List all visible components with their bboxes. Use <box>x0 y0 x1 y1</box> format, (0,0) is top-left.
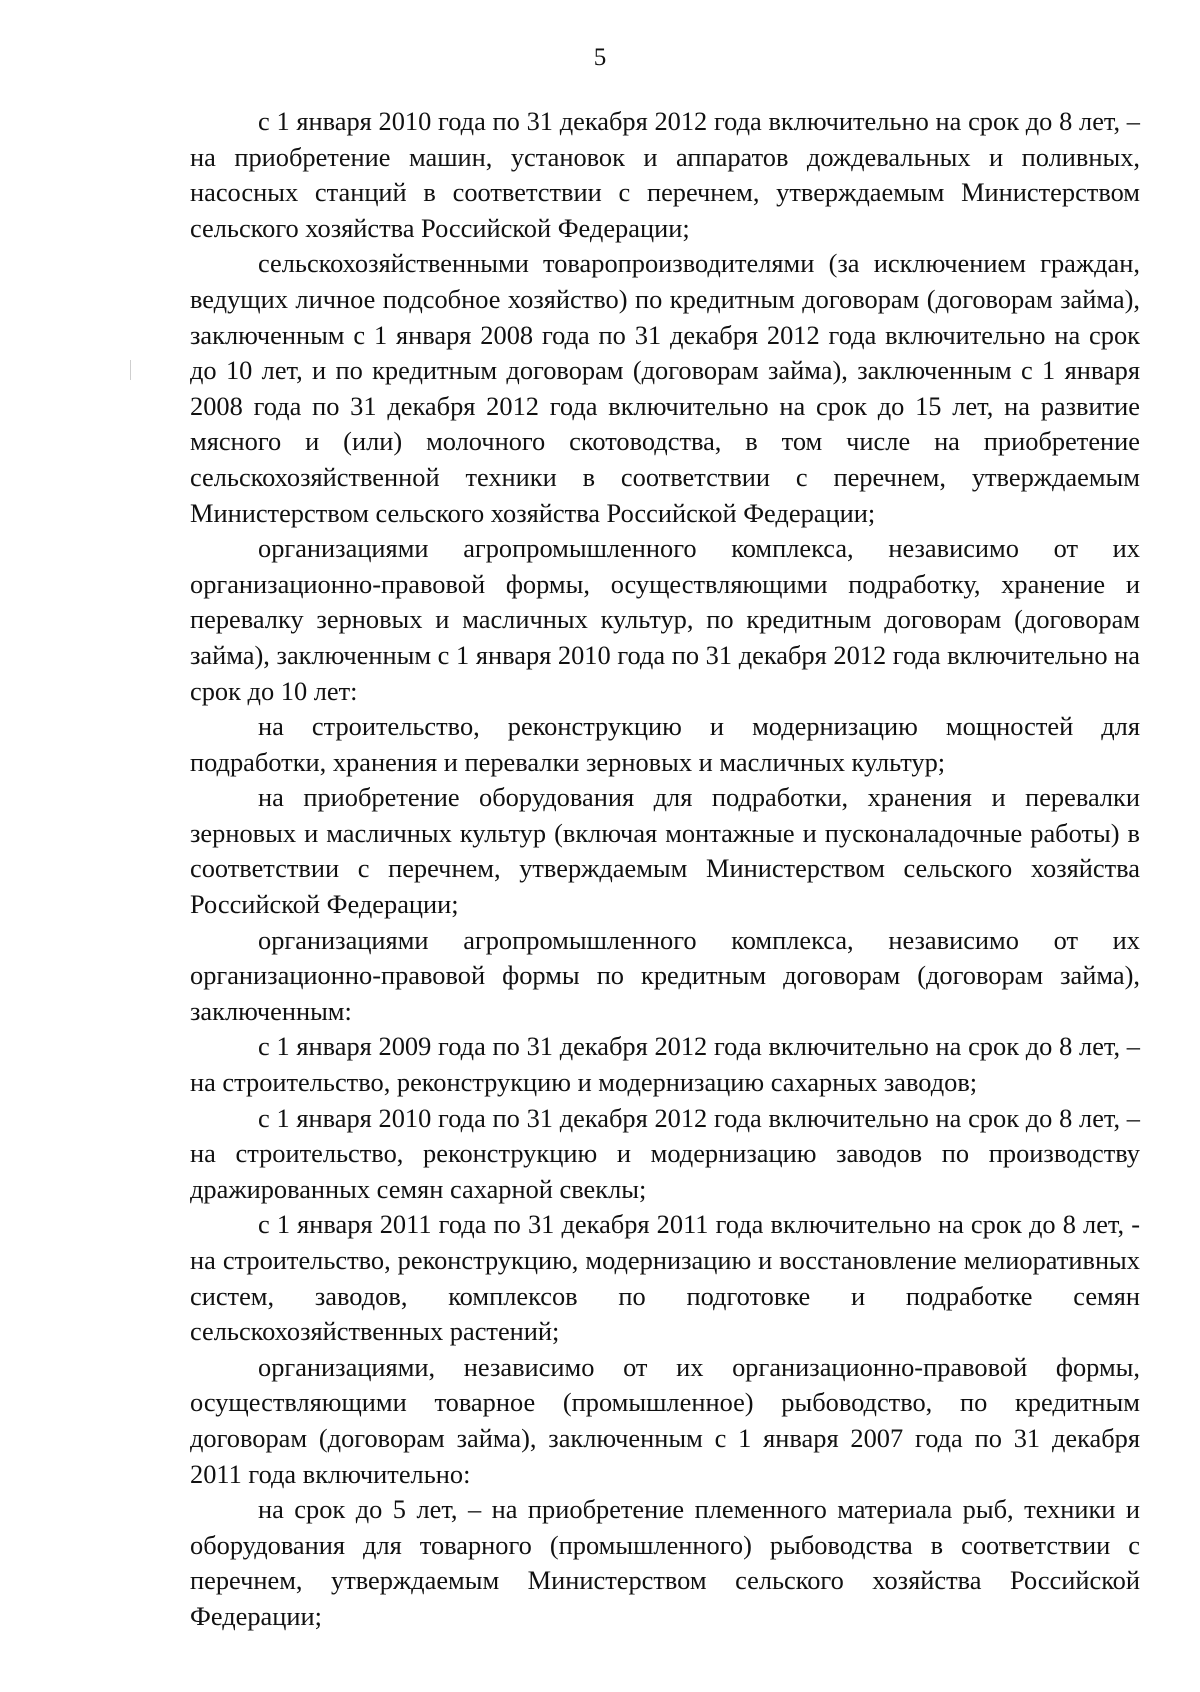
paragraph: с 1 января 2011 года по 31 декабря 2011 года включительно на срок до 8 лет, - на строительство, реконструкцию, модернизацию и восстановление мелиоративных систем, заводов, комплексов по подготовке и подработке семян сельскохозяйственных растений; <box>190 1209 1140 1347</box>
paragraph: организациями, независимо от их организационно-правовой формы, осуществляющими товарное (промышленное) рыбоводство, по кредитным договорам (договорам займа), заключенным с 1 января 2007 года по 31 декабря 2011 года включительно: <box>190 1351 1140 1489</box>
paragraph: на срок до 5 лет, – на приобретение племенного материала рыб, техники и оборудования для товарного (промышленного) рыбоводства в соответствии с перечнем, утверждаемым Министерством сельского хозяйства Российской Федерации; <box>190 1494 1140 1631</box>
margin-mark <box>130 360 131 380</box>
paragraph: с 1 января 2010 года по 31 декабря 2012 года включительно на срок до 8 лет, – на строительство, реконструкцию и модернизацию заводов по производству дражированных семян сахарной свеклы; <box>190 1102 1140 1204</box>
paragraph: на приобретение оборудования для подработки, хранения и перевалки зерновых и масличных культур (включая монтажные и пусконаладочные работы) в соответствии с перечнем, утверждаемым Министерством сельского хозяйства Российской Федерации; <box>190 782 1140 920</box>
paragraph: с 1 января 2010 года по 31 декабря 2012 года включительно на срок до 8 лет, – на приобретение машин, установок и аппаратов дождевальных и поливных, насосных станций в соответствии с перечнем, утверждаемым Министерством сельского хозяйства Российской Федерации; <box>190 106 1140 243</box>
paragraph: организациями агропромышленного комплекса, независимо от их организационно-правовой формы по кредитным договорам (договорам займа), заключенным: <box>190 924 1140 1026</box>
paragraph: сельскохозяйственными товаропроизводителями (за исключением граждан, ведущих личное подсобное хозяйство) по кредитным договорам (договорам займа), заключенным с 1 января 2008 года по 31 декабря 2012 года включительно на срок до 10 лет, и по кредитным договорам (договорам займа), заключенным с 1 января 2008 года по 31 декабря 2012 года включительно на срок до 15 лет, на развитие мясного и (или) молочного скотоводства, в том числе на приобретение сельскохозяйственной техники в соответствии с перечнем, утверждаемым Министерством сельского хозяйства Российской Федерации; <box>190 248 1140 528</box>
page-number: 5 <box>593 44 607 71</box>
paragraph: с 1 января 2009 года по 31 декабря 2012 года включительно на срок до 8 лет, – на строительство, реконструкцию и модернизацию сахарных заводов; <box>190 1031 1140 1098</box>
document-body <box>190 104 1140 1635</box>
paragraph: на строительство, реконструкцию и модернизацию мощностей для подработки, хранения и перевалки зерновых и масличных культур; <box>190 711 1140 777</box>
paragraph: организациями агропромышленного комплекса, независимо от их организационно-правовой формы, осуществляющими подработку, хранение и перевалку зерновых и масличных культур, по кредитным договорам (договорам займа), заключенным с 1 января 2010 года по 31 декабря 2012 года включительно на срок до 10 лет: <box>190 533 1140 706</box>
